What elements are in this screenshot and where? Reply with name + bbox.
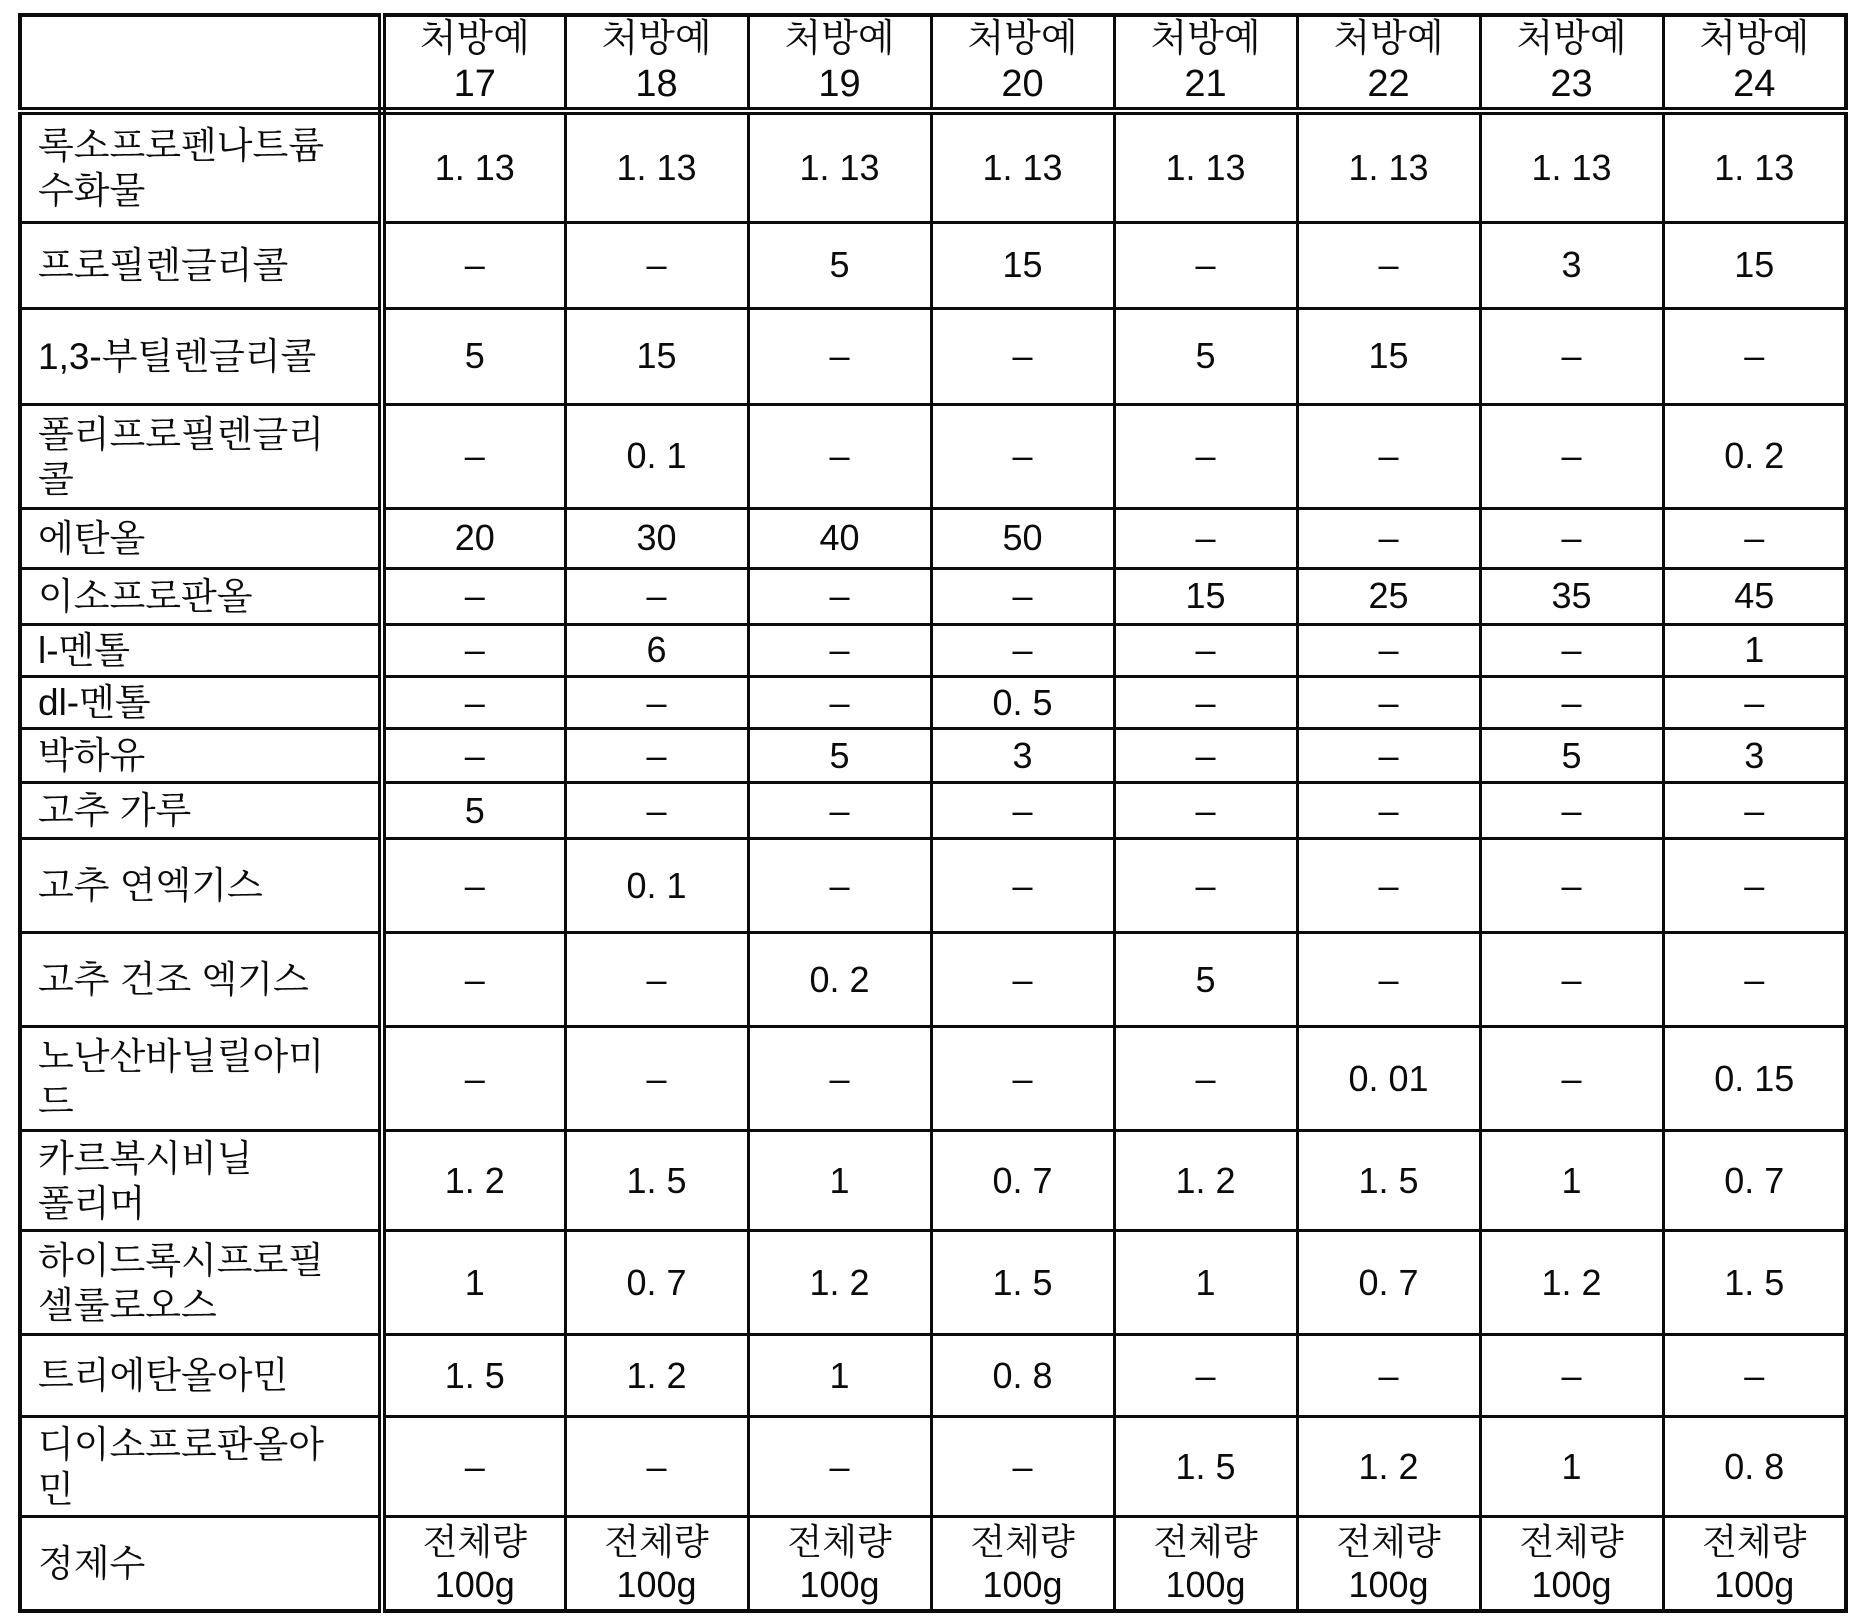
value-cell: 0. 1 xyxy=(565,405,748,509)
value-cell: 1. 5 xyxy=(1663,1231,1846,1335)
value-cell: – xyxy=(565,1417,748,1517)
value-cell: – xyxy=(931,1027,1114,1131)
value-cell: 전체량 100g xyxy=(565,1517,748,1611)
table-row xyxy=(20,309,1846,405)
value-cell: 1. 2 xyxy=(1114,1131,1297,1231)
value-cell: 1. 2 xyxy=(1480,1231,1663,1335)
value-cell: – xyxy=(748,783,931,839)
value-cell: – xyxy=(382,677,565,729)
value-cell: – xyxy=(1114,625,1297,677)
value-cell: – xyxy=(1297,405,1480,509)
table-row xyxy=(20,1335,1846,1417)
value-cell: – xyxy=(1480,933,1663,1027)
value-cell: – xyxy=(1663,783,1846,839)
value-cell: – xyxy=(565,223,748,309)
value-cell: – xyxy=(382,569,565,625)
value-cell: – xyxy=(748,839,931,933)
value-cell: 1. 13 xyxy=(1114,111,1297,223)
value-cell: 3 xyxy=(931,729,1114,783)
value-cell: – xyxy=(1480,1027,1663,1131)
value-cell: – xyxy=(1297,677,1480,729)
value-cell: – xyxy=(565,729,748,783)
table-row xyxy=(20,729,1846,783)
value-cell: – xyxy=(931,625,1114,677)
value-cell: 3 xyxy=(1480,223,1663,309)
value-cell: – xyxy=(1480,783,1663,839)
value-cell: 1. 13 xyxy=(382,111,565,223)
row-label: 고추 건조 엑기스 xyxy=(20,933,382,1027)
value-cell: – xyxy=(748,625,931,677)
value-cell: 15 xyxy=(1297,309,1480,405)
value-cell: 0. 01 xyxy=(1297,1027,1480,1131)
value-cell: 5 xyxy=(748,729,931,783)
value-cell: 0. 15 xyxy=(1663,1027,1846,1131)
value-cell: 1. 5 xyxy=(1297,1131,1480,1231)
table-row xyxy=(20,509,1846,569)
value-cell: – xyxy=(931,569,1114,625)
value-cell: – xyxy=(1114,1335,1297,1417)
value-cell: 1. 13 xyxy=(1663,111,1846,223)
column-header: 처방예 20 xyxy=(931,15,1114,111)
value-cell: 1. 5 xyxy=(1114,1417,1297,1517)
table-row xyxy=(20,569,1846,625)
row-label: dl-멘톨 xyxy=(20,677,382,729)
value-cell: – xyxy=(1297,729,1480,783)
value-cell: – xyxy=(1114,839,1297,933)
value-cell: – xyxy=(382,933,565,1027)
table-row xyxy=(20,1131,1846,1231)
table-row xyxy=(20,405,1846,509)
row-label: 트리에탄올아민 xyxy=(20,1335,382,1417)
value-cell: 15 xyxy=(1114,569,1297,625)
row-label: 디이소프로판올아 민 xyxy=(20,1417,382,1517)
value-cell: – xyxy=(565,933,748,1027)
value-cell: – xyxy=(1663,839,1846,933)
value-cell: – xyxy=(1663,509,1846,569)
value-cell: 전체량 100g xyxy=(931,1517,1114,1611)
formulation-table xyxy=(18,13,1848,1613)
value-cell: – xyxy=(931,783,1114,839)
table-row xyxy=(20,223,1846,309)
value-cell: 전체량 100g xyxy=(1114,1517,1297,1611)
value-cell: 40 xyxy=(748,509,931,569)
value-cell: – xyxy=(1297,783,1480,839)
row-label: 박하유 xyxy=(20,729,382,783)
value-cell: – xyxy=(1480,677,1663,729)
table-row xyxy=(20,1517,1846,1611)
header-row xyxy=(20,15,1846,111)
table-row xyxy=(20,1027,1846,1131)
table-row xyxy=(20,933,1846,1027)
value-cell: – xyxy=(1480,509,1663,569)
value-cell: 45 xyxy=(1663,569,1846,625)
value-cell: 0. 8 xyxy=(931,1335,1114,1417)
value-cell: 1. 2 xyxy=(382,1131,565,1231)
value-cell: 0. 2 xyxy=(748,933,931,1027)
value-cell: – xyxy=(931,309,1114,405)
column-header: 처방예 23 xyxy=(1480,15,1663,111)
value-cell: – xyxy=(1663,677,1846,729)
value-cell: 15 xyxy=(1663,223,1846,309)
value-cell: – xyxy=(1114,729,1297,783)
value-cell: – xyxy=(748,1417,931,1517)
table-row xyxy=(20,783,1846,839)
value-cell: – xyxy=(1480,625,1663,677)
value-cell: 1. 13 xyxy=(565,111,748,223)
patent-formulation-table-sheet xyxy=(18,13,1848,1613)
value-cell: – xyxy=(748,405,931,509)
value-cell: 5 xyxy=(1480,729,1663,783)
value-cell: 35 xyxy=(1480,569,1663,625)
value-cell: – xyxy=(1114,509,1297,569)
value-cell: 전체량 100g xyxy=(1663,1517,1846,1611)
row-label: 에탄올 xyxy=(20,509,382,569)
value-cell: – xyxy=(1114,405,1297,509)
value-cell: – xyxy=(1114,223,1297,309)
value-cell: 0. 8 xyxy=(1663,1417,1846,1517)
value-cell: – xyxy=(565,677,748,729)
value-cell: 0. 7 xyxy=(1663,1131,1846,1231)
value-cell: – xyxy=(748,677,931,729)
value-cell: – xyxy=(382,839,565,933)
value-cell: – xyxy=(382,223,565,309)
value-cell: – xyxy=(748,1027,931,1131)
value-cell: – xyxy=(931,933,1114,1027)
value-cell: – xyxy=(565,569,748,625)
table-row xyxy=(20,839,1846,933)
value-cell: 1 xyxy=(748,1335,931,1417)
value-cell: 15 xyxy=(565,309,748,405)
table-row xyxy=(20,111,1846,223)
value-cell: 1. 2 xyxy=(748,1231,931,1335)
row-label: 프로필렌글리콜 xyxy=(20,223,382,309)
value-cell: 1. 13 xyxy=(1297,111,1480,223)
value-cell: 5 xyxy=(1114,309,1297,405)
row-label: 고추 연엑기스 xyxy=(20,839,382,933)
value-cell: – xyxy=(931,839,1114,933)
value-cell: 6 xyxy=(565,625,748,677)
value-cell: 0. 7 xyxy=(565,1231,748,1335)
value-cell: – xyxy=(1663,933,1846,1027)
value-cell: – xyxy=(748,309,931,405)
value-cell: 5 xyxy=(382,309,565,405)
value-cell: – xyxy=(1114,783,1297,839)
value-cell: – xyxy=(1297,509,1480,569)
value-cell: 1 xyxy=(1480,1131,1663,1231)
value-cell: – xyxy=(1297,625,1480,677)
table-row xyxy=(20,1231,1846,1335)
row-label: 정제수 xyxy=(20,1517,382,1611)
value-cell: 전체량 100g xyxy=(382,1517,565,1611)
value-cell: 1 xyxy=(1114,1231,1297,1335)
table-row xyxy=(20,677,1846,729)
row-label: 이소프로판올 xyxy=(20,569,382,625)
value-cell: – xyxy=(931,405,1114,509)
row-label: 폴리프로필렌글리 콜 xyxy=(20,405,382,509)
row-label: l-멘톨 xyxy=(20,625,382,677)
column-header: 처방예 19 xyxy=(748,15,931,111)
value-cell: – xyxy=(1297,223,1480,309)
value-cell: – xyxy=(1480,839,1663,933)
value-cell: 30 xyxy=(565,509,748,569)
value-cell: – xyxy=(382,1417,565,1517)
value-cell: – xyxy=(1297,839,1480,933)
value-cell: – xyxy=(1114,1027,1297,1131)
value-cell: 0. 7 xyxy=(1297,1231,1480,1335)
value-cell: 1. 2 xyxy=(1297,1417,1480,1517)
row-label: 록소프로펜나트륨 수화물 xyxy=(20,111,382,223)
row-label: 고추 가루 xyxy=(20,783,382,839)
value-cell: 15 xyxy=(931,223,1114,309)
value-cell: – xyxy=(1663,1335,1846,1417)
value-cell: 1. 13 xyxy=(1480,111,1663,223)
row-label: 1,3-부틸렌글리콜 xyxy=(20,309,382,405)
row-label: 하이드록시프로필 셀룰로오스 xyxy=(20,1231,382,1335)
value-cell: – xyxy=(382,625,565,677)
table-row xyxy=(20,625,1846,677)
value-cell: 1 xyxy=(382,1231,565,1335)
value-cell: 50 xyxy=(931,509,1114,569)
value-cell: 0. 7 xyxy=(931,1131,1114,1231)
table-row xyxy=(20,1417,1846,1517)
row-label: 카르복시비닐 폴리머 xyxy=(20,1131,382,1231)
column-header: 처방예 17 xyxy=(382,15,565,111)
value-cell: – xyxy=(565,783,748,839)
value-cell: – xyxy=(1297,1335,1480,1417)
value-cell: 전체량 100g xyxy=(1480,1517,1663,1611)
value-cell: – xyxy=(1480,309,1663,405)
value-cell: – xyxy=(382,405,565,509)
value-cell: 5 xyxy=(1114,933,1297,1027)
row-label: 노난산바닐릴아미 드 xyxy=(20,1027,382,1131)
value-cell: 0. 1 xyxy=(565,839,748,933)
value-cell: – xyxy=(1480,1335,1663,1417)
value-cell: 1. 13 xyxy=(748,111,931,223)
value-cell: 1. 5 xyxy=(931,1231,1114,1335)
value-cell: 0. 5 xyxy=(931,677,1114,729)
value-cell: 25 xyxy=(1297,569,1480,625)
column-header: 처방예 18 xyxy=(565,15,748,111)
value-cell: – xyxy=(931,1417,1114,1517)
value-cell: 1 xyxy=(748,1131,931,1231)
value-cell: – xyxy=(748,569,931,625)
value-cell: 3 xyxy=(1663,729,1846,783)
value-cell: 전체량 100g xyxy=(748,1517,931,1611)
value-cell: – xyxy=(1114,677,1297,729)
column-header: 처방예 21 xyxy=(1114,15,1297,111)
column-header: 처방예 22 xyxy=(1297,15,1480,111)
value-cell: 20 xyxy=(382,509,565,569)
value-cell: 1. 2 xyxy=(565,1335,748,1417)
value-cell: 5 xyxy=(748,223,931,309)
value-cell: 전체량 100g xyxy=(1297,1517,1480,1611)
value-cell: – xyxy=(1480,405,1663,509)
value-cell: – xyxy=(382,729,565,783)
value-cell: 1. 5 xyxy=(565,1131,748,1231)
column-header: 처방예 24 xyxy=(1663,15,1846,111)
value-cell: – xyxy=(382,1027,565,1131)
value-cell: 1. 5 xyxy=(382,1335,565,1417)
value-cell: 1. 13 xyxy=(931,111,1114,223)
value-cell: – xyxy=(565,1027,748,1131)
value-cell: – xyxy=(1297,933,1480,1027)
corner-cell xyxy=(20,15,382,111)
value-cell: – xyxy=(1663,309,1846,405)
value-cell: 1 xyxy=(1480,1417,1663,1517)
value-cell: 5 xyxy=(382,783,565,839)
value-cell: 1 xyxy=(1663,625,1846,677)
value-cell: 0. 2 xyxy=(1663,405,1846,509)
